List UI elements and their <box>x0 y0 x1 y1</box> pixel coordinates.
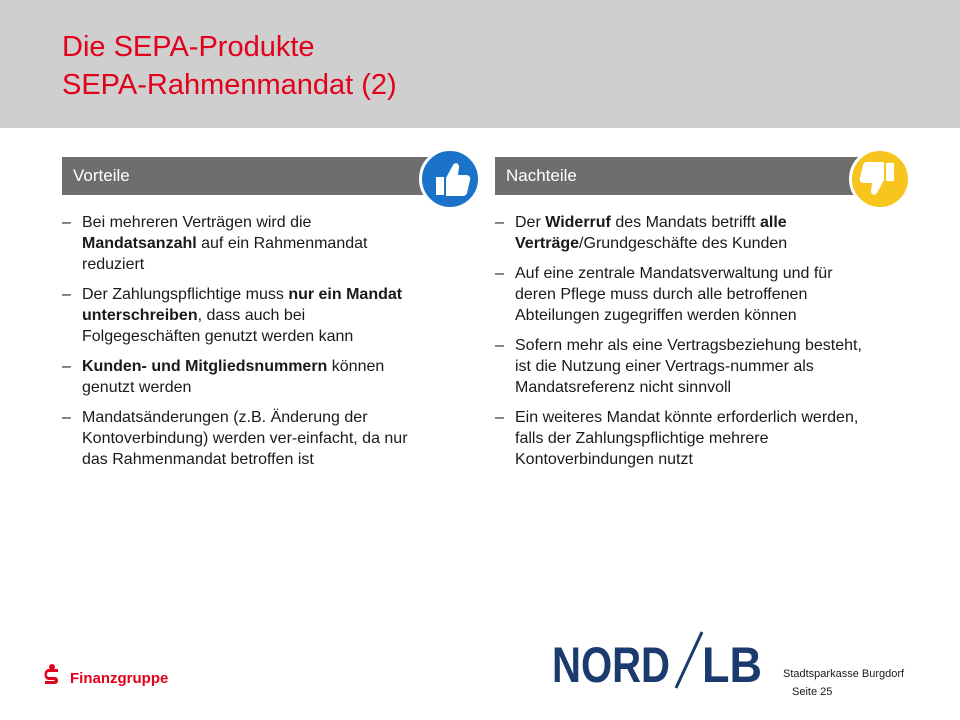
nordlb-logo <box>552 630 764 690</box>
bullet-dash: – <box>62 286 71 303</box>
emphasis: Widerruf <box>545 214 611 231</box>
page-subtitle: SEPA-Rahmenmandat (2) <box>62 69 397 101</box>
advantage-item: – Mandatsänderungen (z.B. Änderung der Kontoverbindung) werden ver-einfacht, da nur das Rahmenmandat betroffen ist <box>62 409 408 468</box>
advantage-item: – Der Zahlungspflichtige muss nur ein Mandat unterschreiben, dass auch bei Folgegeschäften genutzt werden kann <box>62 286 403 345</box>
emphasis: Kunden- und Mitgliedsnummern <box>82 358 328 375</box>
bullet-dash: – <box>495 409 504 426</box>
header-band <box>0 0 960 128</box>
bullet-dash: – <box>495 214 504 231</box>
svg-text:NORD: NORD <box>552 637 670 690</box>
emphasis: nur ein Mandat unterschreiben <box>82 286 403 324</box>
advantages-heading: Vorteile <box>62 157 436 195</box>
sparkasse-s-icon <box>42 663 62 689</box>
disadvantage-item: – Auf eine zentrale Mandatsverwaltung und für deren Pflege muss durch alle betroffenen Abteilungen zugegriffen werden können <box>495 265 833 324</box>
disadvantage-item: – Der Widerruf des Mandats betrifft alle Verträge/Grundgeschäfte des Kunden <box>495 214 788 252</box>
advantage-item: – Bei mehreren Verträgen wird die Mandatsanzahl auf ein Rahmenmandat reduziert <box>62 214 368 273</box>
page-title: Die SEPA-Produkte <box>62 31 315 63</box>
disadvantages-heading: Nachteile <box>495 157 869 195</box>
bullet-dash: – <box>62 358 71 375</box>
bullet-dash: – <box>62 214 71 231</box>
disadvantages-list <box>495 212 875 479</box>
emphasis: Mandatsanzahl <box>82 235 197 252</box>
page-number: Seite 25 <box>792 686 833 698</box>
thumbs-up-icon <box>419 148 481 210</box>
finanzgruppe-label: Finanzgruppe <box>70 670 169 687</box>
thumbs-down-icon <box>849 148 911 210</box>
bullet-dash: – <box>62 409 71 426</box>
svg-text:LB: LB <box>702 637 762 690</box>
disadvantage-item: – Sofern mehr als eine Vertragsbeziehung besteht, ist die Nutzung einer Vertrags-nummer als Mandatsreferenz nicht sinnvoll <box>495 337 862 396</box>
advantage-item: – Kunden- und Mitgliedsnummern können genutzt werden <box>62 358 385 396</box>
disadvantage-item: – Ein weiteres Mandat könnte erforderlich werden, falls der Zahlungspflichtige mehrere Kontoverbindungen nutzt <box>495 409 859 468</box>
bullet-dash: – <box>495 337 504 354</box>
advantages-list <box>62 212 417 479</box>
emphasis: alle Verträge <box>515 214 787 252</box>
bank-name: Stadtsparkasse Burgdorf <box>783 668 905 680</box>
bullet-dash: – <box>495 265 504 282</box>
